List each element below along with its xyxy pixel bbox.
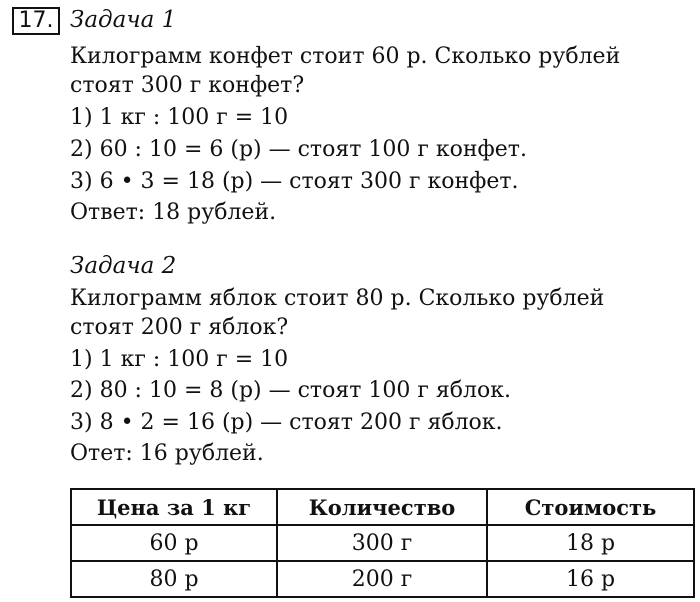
table-header-row — [71, 489, 694, 525]
price-table-grid — [70, 488, 695, 598]
task2-statement-line2: стоят 200 г яблок? — [70, 315, 289, 340]
task1-step3: 3) 6 • 3 = 18 (р) — стоят 300 г конфет. — [70, 169, 519, 194]
table-row — [71, 525, 694, 561]
header-quantity: Количество — [277, 489, 487, 525]
task1-statement-line1: Килограмм конфет стоит 60 р. Сколько рублей — [70, 44, 621, 69]
task2-statement-line1: Килограмм яблок стоит 80 р. Сколько рублей — [70, 286, 605, 311]
task1-statement-line2: стоят 300 г конфет? — [70, 73, 305, 98]
task1-step2: 2) 60 : 10 = 6 (р) — стоят 100 г конфет. — [70, 137, 527, 162]
cell-price: 80 р — [71, 561, 277, 597]
price-table — [70, 488, 693, 598]
task1-title: Задача 1 — [70, 7, 177, 33]
header-price-per-kg: Цена за 1 кг — [71, 489, 277, 525]
task1-step1: 1) 1 кг : 100 г = 10 — [70, 105, 289, 130]
cell-price: 60 р — [71, 525, 277, 561]
task2-answer: Отет: 16 рублей. — [70, 441, 264, 466]
problem-number: 17. — [12, 7, 60, 35]
task2-step2: 2) 80 : 10 = 8 (р) — стоят 100 г яблок. — [70, 378, 511, 403]
task1-answer: Ответ: 18 рублей. — [70, 200, 277, 225]
header-cost: Стоимость — [487, 489, 694, 525]
task2-step1: 1) 1 кг : 100 г = 10 — [70, 347, 289, 372]
cell-cost: 18 р — [487, 525, 694, 561]
cell-quantity: 300 г — [277, 525, 487, 561]
table-row — [71, 561, 694, 597]
task2-title: Задача 2 — [70, 253, 177, 279]
cell-cost: 16 р — [487, 561, 694, 597]
cell-quantity: 200 г — [277, 561, 487, 597]
task2-step3: 3) 8 • 2 = 16 (р) — стоят 200 г яблок. — [70, 410, 503, 435]
